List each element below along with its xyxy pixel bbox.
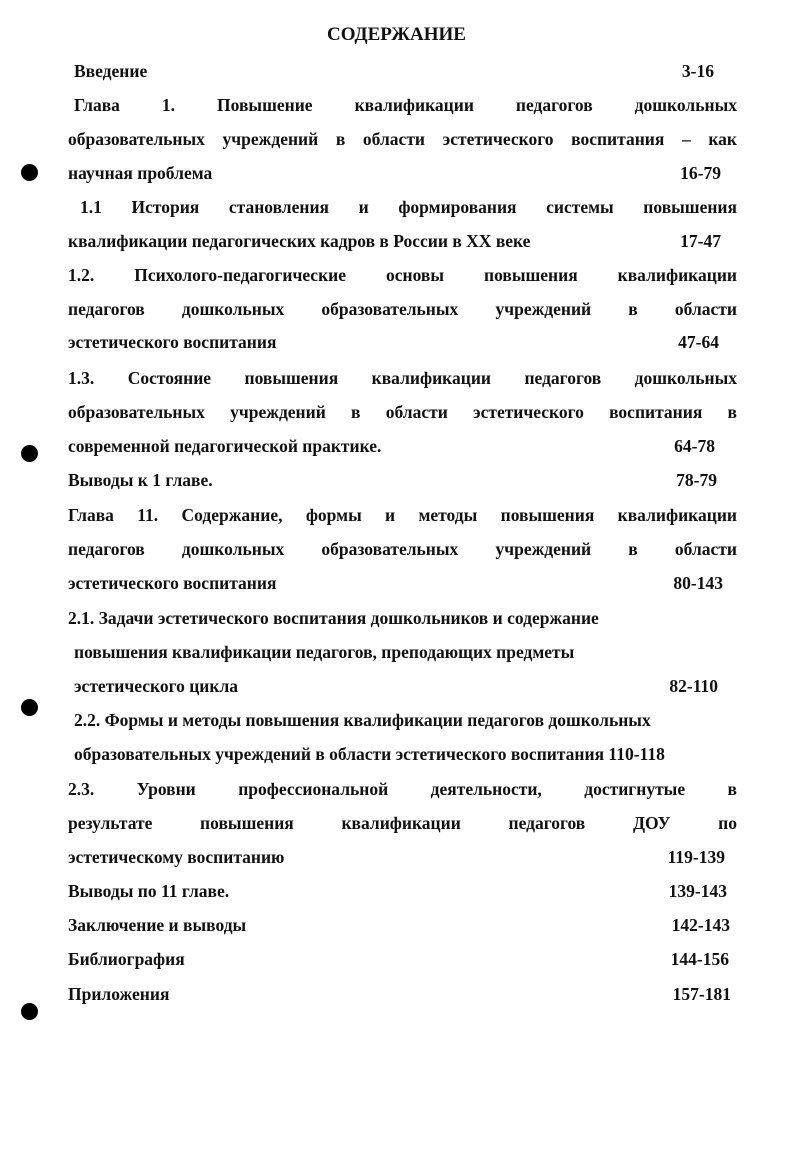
toc-section-2-3-line1: 2.3. Уровни профессиональной деятельности, достигнутые в [68, 779, 737, 799]
toc-section-2-3-line3 [68, 846, 725, 868]
toc-chapter1-line3 [68, 162, 721, 184]
toc-page-number: 119-139 [667, 847, 725, 867]
toc-page-number: 80-143 [673, 573, 723, 593]
toc-section-1-3-line2: образовательных учреждений в области эстетического воспитания в [68, 402, 737, 422]
toc-entry-intro [74, 60, 714, 82]
toc-entry-text: эстетического воспитания [68, 332, 277, 352]
toc-chapter2-line3 [68, 572, 723, 594]
toc-entry-text: эстетического воспитания [68, 573, 277, 593]
toc-section-1-2-line3 [68, 331, 719, 353]
toc-page-number: 157-181 [672, 984, 731, 1004]
toc-page-number: 82-110 [669, 676, 718, 696]
toc-chapter1-line1: Глава 1. Повышение квалификации педагогов дошкольных [74, 95, 737, 115]
toc-page-number: 144-156 [670, 949, 729, 969]
toc-entry-text: Приложения [68, 984, 170, 1004]
punch-hole-mark [21, 164, 38, 181]
toc-entry-text: Выводы к 1 главе. [68, 470, 213, 490]
toc-section-2-1-line2: повышения квалификации педагогов, преподающих предметы [74, 642, 575, 662]
toc-section-1-2-line2: педагогов дошкольных образовательных учреждений в области [68, 299, 737, 319]
toc-entry-text: современной педагогической практике. [68, 436, 382, 456]
toc-chapter1-line2: образовательных учреждений в области эстетического воспитания – как [68, 129, 737, 149]
toc-section-2-3-line2: результате повышения квалификации педагогов ДОУ по [68, 813, 737, 833]
toc-page-number: 16-79 [680, 163, 721, 183]
punch-hole-mark [21, 699, 38, 716]
toc-entry-text: Выводы по 11 главе. [68, 881, 230, 901]
toc-chapter2-line1: Глава 11. Содержание, формы и методы повышения квалификации [68, 505, 737, 525]
toc-section-2-2-line2: образовательных учреждений в области эстетического воспитания 110-118 [74, 744, 665, 764]
toc-page-number: 64-78 [674, 436, 715, 456]
toc-section-1-3-line3 [68, 435, 715, 457]
page-title: СОДЕРЖАНИЕ [327, 24, 466, 45]
toc-section-1-1-line1: 1.1 История становления и формирования системы повышения [80, 197, 737, 217]
punch-hole-mark [21, 1003, 38, 1020]
toc-entry-text: Библиография [68, 949, 185, 969]
toc-section-1-3-line1: 1.3. Состояние повышения квалификации педагогов дошкольных [68, 368, 737, 388]
toc-entry-appendices [68, 983, 731, 1005]
toc-entry-text: научная проблема [68, 163, 213, 183]
toc-section-2-1-line1: 2.1. Задачи эстетического воспитания дошкольников и содержание [68, 608, 599, 628]
toc-section-2-1-line3 [74, 675, 718, 697]
toc-page-number: 3-16 [681, 61, 714, 81]
toc-entry-text: квалификации педагогических кадров в России в XX веке [68, 231, 531, 251]
toc-entry-text: эстетическому воспитанию [68, 847, 285, 867]
toc-entry-conclusion [68, 914, 730, 936]
toc-entry-bibliography [68, 948, 729, 970]
toc-page-number: 142-143 [671, 915, 730, 935]
toc-entry-text: Заключение и выводы [68, 915, 247, 935]
toc-page-number: 139-143 [668, 881, 727, 901]
toc-entry-conclusions-1 [68, 469, 717, 491]
toc-page-number: 78-79 [676, 470, 717, 490]
punch-hole-mark [21, 445, 38, 462]
toc-page-number: 17-47 [680, 231, 721, 251]
toc-section-1-2-line1: 1.2. Психолого-педагогические основы повышения квалификации [68, 265, 737, 285]
toc-entry-text: Введение [74, 61, 148, 81]
toc-section-2-2-line1: 2.2. Формы и методы повышения квалификации педагогов дошкольных [74, 710, 651, 730]
toc-chapter2-line2: педагогов дошкольных образовательных учреждений в области [68, 539, 737, 559]
toc-entry-text: эстетического цикла [74, 676, 239, 696]
toc-section-1-1-line2 [68, 230, 721, 252]
toc-page-number: 47-64 [678, 332, 719, 352]
toc-entry-conclusions-2 [68, 880, 727, 902]
